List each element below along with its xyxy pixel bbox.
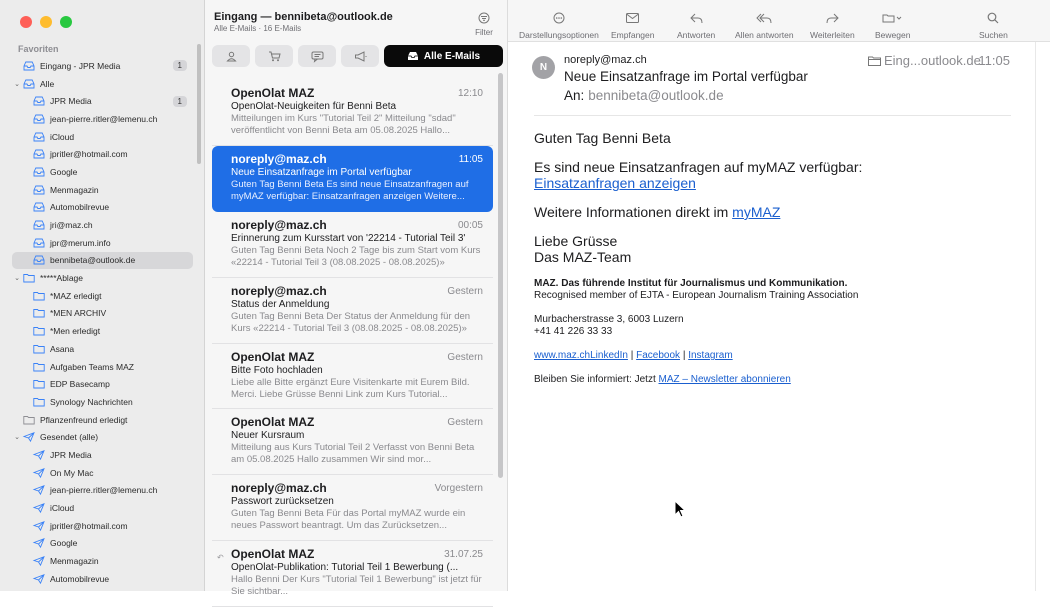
sidebar-item-label: JPR Media [50, 449, 92, 460]
sidebar-item-label: *****Ablage [40, 273, 84, 284]
message-time: Gestern [447, 351, 483, 363]
toolbar [508, 0, 1050, 42]
message-preview: Guten Tag Benni Beta Für das Portal myMAZ wurde ein neues Passwort beantragt. Um das Zurücksetzen... [231, 508, 466, 532]
chevron-down-icon[interactable]: ⌄ [14, 275, 20, 283]
instagram-link[interactable]: Instagram [688, 350, 733, 361]
sidebar-item-label: *MAZ erledigt [50, 290, 102, 301]
message-preview: Mitteilung aus Kurs Tutorial Teil 2 Verfasst von Benni Beta am 05.08.2025 Hallo zusammen Wir sind mor... [231, 442, 475, 466]
message-row[interactable] [212, 409, 493, 475]
sidebar-item[interactable] [12, 199, 193, 217]
message-time: Vorgestern [434, 483, 483, 495]
message-time: 31.07.25 [444, 549, 483, 561]
message-time: Gestern [447, 417, 483, 429]
minimize-window-button[interactable] [40, 16, 52, 28]
message-subject: OpenOlat-Publikation: Tutorial Teil 1 Bewerbung (... [231, 562, 459, 574]
sidebar-scrollbar[interactable] [197, 44, 201, 164]
sidebar-item-label: Asana [50, 343, 75, 354]
sidebar-item[interactable] [12, 358, 193, 376]
inbox-icon [32, 96, 46, 106]
reply-arrow-icon [690, 13, 703, 24]
window-controls [20, 16, 72, 28]
message-subject: OpenOlat-Neuigkeiten für Benni Beta [231, 101, 397, 112]
category-all-mail-label: Alle E-Mails [423, 50, 481, 62]
sidebar-item-label: Eingang - JPR Media [40, 60, 121, 71]
message-time: 12:10 [457, 88, 483, 99]
close-window-button[interactable] [20, 16, 32, 28]
paperplane-icon [32, 503, 46, 513]
paperplane-icon [32, 468, 46, 478]
message-row[interactable] [212, 80, 493, 146]
message-time: 00:05 [457, 219, 483, 231]
message-subject: Neuer Kursraum [231, 430, 305, 442]
folder-icon [32, 291, 46, 301]
message-subject: Neue Einsatzanfrage im Portal verfügbar [231, 166, 412, 178]
message-sender: OpenOlat MAZ [231, 547, 315, 562]
sidebar-item[interactable] [12, 305, 193, 323]
sidebar-item[interactable] [12, 535, 193, 553]
sidebar [0, 0, 205, 591]
sidebar-item[interactable] [12, 446, 193, 464]
sidebar-item-label: Pflanzenfreund erledigt [40, 414, 128, 425]
sidebar-item[interactable] [12, 570, 193, 588]
messages [212, 80, 493, 607]
folder-move-icon [882, 13, 904, 23]
newsletter-text: Bleiben Sie informiert: Jetzt [534, 374, 656, 385]
folder-icon [32, 326, 46, 336]
sidebar-item[interactable] [12, 517, 193, 535]
sidebar-item[interactable] [12, 92, 193, 110]
sidebar-item-label: bennibeta@outlook.de [50, 255, 136, 266]
sidebar-section-favorites: Favoriten [18, 44, 59, 54]
org-phone: +41 41 226 33 33 [534, 326, 613, 337]
recipient-line [564, 88, 724, 103]
sidebar-item-label: jpr@merum.info [50, 237, 111, 248]
mailbox-subtitle: Alle E-Mails · 16 E-Mails [214, 24, 302, 33]
mail-closing-1: Liebe Grüsse [534, 233, 618, 249]
message-subject: Passwort zurücksetzen [231, 496, 334, 508]
inbox-icon [32, 149, 46, 159]
folder-icon [32, 362, 46, 372]
ellipsis-circle-icon [553, 12, 565, 24]
sidebar-item-label: jean-pierre.ritler@lemenu.ch [50, 485, 158, 496]
folder-icon [868, 56, 881, 66]
inbox-icon [32, 255, 46, 265]
inbox-icon [22, 61, 36, 71]
sidebar-item-label: jri@maz.ch [50, 220, 93, 231]
message-sender: noreply@maz.ch [231, 481, 327, 496]
sidebar-item[interactable] [12, 393, 193, 411]
category-updates-tab[interactable] [298, 45, 336, 67]
message-preview: Mitteilungen im Kurs "Tutorial Teil 2" Mitteilung "sdad" veröffentlicht von Benni Beta am 05.08.2025 Hallo... [231, 113, 456, 136]
org-name: MAZ. Das führende Institut für Journalismus und Kommunikation. [534, 278, 848, 289]
sidebar-item[interactable] [12, 552, 193, 570]
message-sender: noreply@maz.ch [231, 283, 327, 298]
folder-icon [22, 415, 36, 425]
mail-line-1: Es sind neue Einsatzanfragen auf myMAZ verfügbar: [534, 159, 863, 175]
chevron-down-icon[interactable]: ⌄ [14, 434, 20, 442]
message-row[interactable] [212, 212, 493, 278]
message-bubble-icon [311, 51, 324, 62]
sidebar-item-label: *MEN ARCHIV [50, 308, 107, 319]
sender-address[interactable]: noreply@maz.ch [564, 54, 647, 66]
reading-pane-edge [1035, 42, 1036, 591]
unread-count-badge: 1 [173, 60, 187, 71]
tray-icon [407, 51, 419, 61]
inbox-icon [32, 220, 46, 230]
paperplane-icon [22, 432, 36, 442]
social-links [534, 350, 1014, 362]
sidebar-item[interactable] [12, 340, 193, 358]
folder-icon [32, 344, 46, 354]
category-personal-tab[interactable] [212, 45, 250, 67]
link-separator: | [682, 350, 686, 361]
newsletter-line [534, 374, 1014, 386]
org-address: Murbacherstrasse 3, 6003 Luzern [534, 314, 684, 325]
message-sender: noreply@maz.ch [231, 151, 327, 166]
inbox-icon [22, 79, 36, 89]
message-list-pane [205, 0, 508, 598]
message-preview: Guten Tag Benni Beta Es sind neue Einsatzanfragen auf myMAZ verfügbar: Einsatzanfragen anzeigen Weitere... [231, 178, 469, 202]
envelope-icon [626, 13, 639, 23]
forward-label: Weiterleiten [810, 30, 855, 40]
replied-icon: ↶ [217, 553, 224, 563]
sidebar-item[interactable] [12, 428, 193, 446]
person-icon [226, 51, 237, 62]
header-divider [534, 115, 1011, 116]
message-preview: Guten Tag Benni Beta Der Status der Anmeldung für den Kurs «22214 - Tutorial Teil 3 (08.08.2025 - 08.08.2025)» [231, 310, 471, 334]
filter-button[interactable] [471, 12, 497, 37]
reply-all-label: Allen antworten [735, 30, 794, 40]
sidebar-item[interactable] [12, 322, 193, 340]
paperplane-icon [32, 521, 46, 531]
receive-button[interactable] [611, 11, 654, 40]
message-sender: noreply@maz.ch [231, 217, 327, 232]
reading-pane [508, 0, 1050, 591]
sender-avatar: N [532, 56, 555, 79]
cart-icon [268, 51, 281, 62]
message-sender: OpenOlat MAZ [231, 86, 315, 100]
search-button[interactable] [979, 11, 1008, 40]
message-sender: OpenOlat MAZ [231, 349, 315, 364]
paperplane-icon [32, 538, 46, 548]
filter-icon [478, 12, 490, 24]
folder-icon [32, 397, 46, 407]
inbox-icon [32, 167, 46, 177]
sidebar-item-label: Google [50, 538, 78, 549]
sidebar-item[interactable] [12, 269, 193, 287]
sidebar-item[interactable] [12, 464, 193, 482]
mail-time: 11:05 [978, 53, 1010, 68]
sidebar-item-label: Automobilrevue [50, 202, 110, 213]
recipient-label: An: [564, 88, 585, 103]
sidebar-item-label: Google [50, 166, 78, 177]
reply-button[interactable] [677, 11, 715, 40]
sidebar-item[interactable] [12, 145, 193, 163]
message-subject: Status der Anmeldung [231, 298, 330, 310]
sidebar-item-label: Aufgaben Teams MAZ [50, 361, 134, 372]
sidebar-item-label: Alle [40, 78, 55, 89]
einsatzanfragen-link[interactable]: Einsatzanfragen anzeigen [534, 175, 696, 191]
sidebar-item-label: Menmagazin [50, 556, 99, 567]
sidebar-item[interactable] [12, 482, 193, 500]
website-linkedin-link[interactable]: www.maz.chLinkedIn [534, 350, 628, 361]
mail-folder-label: Eing...outlook.de [884, 53, 981, 68]
reply-all-arrow-icon [756, 13, 772, 24]
reply-label: Antworten [677, 30, 716, 40]
message-row[interactable] [212, 146, 493, 212]
sidebar-item[interactable] [12, 163, 193, 181]
search-label: Suchen [979, 30, 1008, 40]
message-time: 11:05 [458, 153, 483, 165]
mail-body [534, 130, 1014, 386]
recipient-address[interactable]: bennibeta@outlook.de [588, 88, 724, 103]
forward-button[interactable] [810, 11, 855, 40]
sidebar-item-label: *Men erledigt [50, 326, 101, 337]
sidebar-item-label: JPR Media [50, 96, 92, 107]
sidebar-item-label: iCloud [50, 131, 75, 142]
sidebar-item-label: Gesendet (alle) [40, 432, 99, 443]
paperplane-icon [32, 556, 46, 566]
unread-count-badge: 1 [173, 96, 187, 107]
mouse-cursor-icon [674, 500, 686, 518]
mail-subject: Neue Einsatzanfrage im Portal verfügbar [564, 69, 808, 84]
message-row[interactable] [212, 278, 493, 344]
inbox-icon [32, 132, 46, 142]
sidebar-item[interactable] [12, 128, 193, 146]
inbox-icon [32, 185, 46, 195]
sidebar-item[interactable] [12, 375, 193, 393]
inbox-icon [32, 202, 46, 212]
category-all-mail-tab[interactable] [384, 45, 503, 67]
mail-line-2 [534, 204, 1014, 220]
filter-label: Filter [475, 28, 493, 37]
sidebar-item-label: iCloud [50, 503, 75, 514]
move-label: Bewegen [875, 30, 911, 40]
sidebar-item-label: jpritler@hotmail.com [50, 149, 128, 160]
inbox-icon [32, 114, 46, 124]
sidebar-item[interactable] [12, 75, 193, 93]
chevron-down-icon[interactable]: ⌄ [14, 80, 20, 88]
sidebar-item-label: Menmagazin [50, 184, 99, 195]
facebook-link[interactable]: Facebook [636, 350, 681, 361]
search-icon [987, 12, 999, 24]
mail-closing-2: Das MAZ-Team [534, 249, 632, 265]
folder-icon [22, 273, 36, 283]
paperplane-icon [32, 574, 46, 584]
mymaz-link[interactable]: myMAZ [732, 204, 781, 220]
folder-icon [32, 379, 46, 389]
sidebar-item-label: jean-pierre.ritler@lemenu.ch [50, 113, 158, 124]
zoom-window-button[interactable] [60, 16, 72, 28]
mail-greeting: Guten Tag Benni Beta [534, 130, 671, 146]
sidebar-item[interactable] [12, 57, 193, 75]
move-button[interactable] [875, 11, 910, 40]
sidebar-item[interactable] [12, 499, 193, 517]
org-membership: Recognised member of EJTA - European Journalism Training Association [534, 290, 859, 301]
sidebar-item-label: jpritler@hotmail.com [50, 520, 128, 531]
sidebar-item-label: Automobilrevue [50, 573, 110, 584]
sidebar-item[interactable] [12, 110, 193, 128]
receive-label: Empfangen [611, 30, 655, 40]
message-preview: Liebe alle Bitte ergänzt Eure Visitenkarte mit Eurem Bild. Merci. Liebe Grüsse Benni Link zum Kurs Tutorial... [231, 376, 470, 400]
sidebar-item-label: On My Mac [50, 467, 94, 478]
folder-icon [32, 308, 46, 318]
message-preview: Hallo Benni Der Kurs "Tutorial Teil 1 Bewerbung" ist jetzt für Sie sichtbar... [231, 574, 482, 598]
inbox-icon [32, 238, 46, 248]
sidebar-item[interactable] [12, 181, 193, 199]
message-row[interactable] [212, 541, 493, 607]
forward-arrow-icon [826, 13, 839, 24]
message-row[interactable] [212, 475, 493, 541]
display-options-label: Darstellungsoptionen [519, 30, 599, 40]
mailbox-title: Eingang — bennibeta@outlook.de [214, 11, 393, 23]
display-options-button[interactable] [519, 11, 599, 40]
reply-all-button[interactable] [735, 11, 794, 40]
sidebar-item-label: Synology Nachrichten [50, 396, 133, 407]
sidebar-item[interactable] [12, 252, 193, 270]
sidebar-item-label: EDP Basecamp [50, 379, 110, 390]
paperplane-icon [32, 485, 46, 495]
megaphone-icon [354, 51, 367, 62]
mailbox-list [12, 57, 193, 588]
newsletter-link[interactable]: MAZ – Newsletter abonnieren [658, 374, 791, 385]
message-subject: Bitte Foto hochladen [231, 364, 323, 376]
category-tabs [212, 45, 503, 67]
message-time: Gestern [447, 285, 483, 297]
mail-line-2-text: Weitere Informationen direkt im [534, 204, 729, 220]
message-row[interactable] [212, 344, 493, 410]
link-separator: | [630, 350, 634, 361]
category-transactions-tab[interactable] [255, 45, 293, 67]
mail-folder[interactable] [868, 53, 981, 68]
sidebar-item[interactable] [12, 287, 193, 305]
message-sender: OpenOlat MAZ [231, 415, 315, 430]
sidebar-item[interactable] [12, 234, 193, 252]
message-list-scrollbar[interactable] [498, 73, 503, 478]
category-promotions-tab[interactable] [341, 45, 379, 67]
message-preview: Guten Tag Benni Beta Noch 2 Tage bis zum Start vom Kurs «22214 - Tutorial Teil 3 (08.08.2025 - 08.08.2025)» [231, 244, 481, 268]
message-subject: Erinnerung zum Kursstart von '22214 - Tutorial Teil 3' [231, 232, 466, 244]
sidebar-item[interactable] [12, 411, 193, 429]
paperplane-icon [32, 450, 46, 460]
sidebar-item[interactable] [12, 216, 193, 234]
